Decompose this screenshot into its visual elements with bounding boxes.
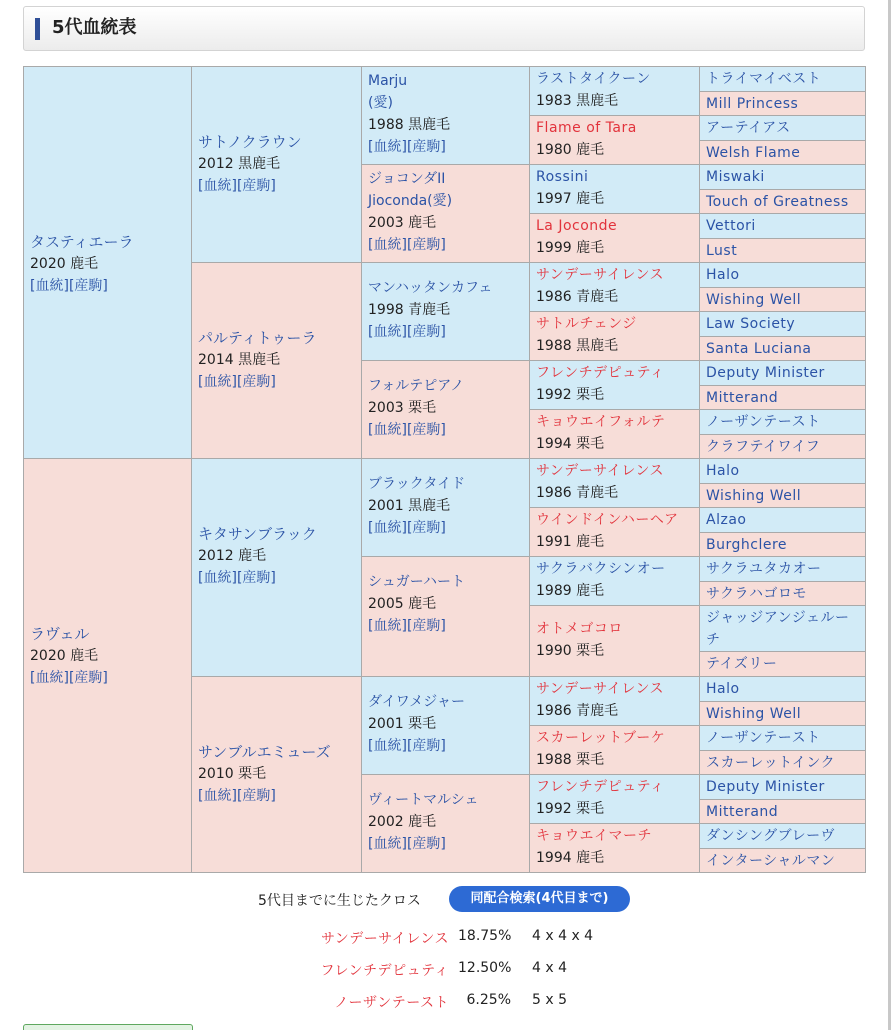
pedigree-cell-gen5 <box>700 190 866 214</box>
horse-name-link[interactable]: Deputy Minister <box>706 779 825 795</box>
pedigree-cell-gen5 <box>700 677 866 702</box>
horse-name-link[interactable]: Rossini <box>536 169 589 185</box>
horse-name-link[interactable]: クラフテイワイフ <box>706 439 821 455</box>
horse-name-link[interactable]: Wishing Well <box>706 706 802 722</box>
pedigree-cell-gen5 <box>700 312 866 337</box>
horse-links <box>198 785 357 807</box>
cross-percentage: 18.75% <box>458 928 512 944</box>
pedigree-cell-gen5 <box>700 533 866 557</box>
horse-name-link[interactable]: ラストタイクーン <box>536 71 651 87</box>
horse-links <box>30 667 187 689</box>
pedigree-cell-gen5 <box>700 67 866 92</box>
horse-info: 2012 鹿毛 <box>198 548 267 564</box>
pedigree-link[interactable]: [血統] <box>368 836 407 852</box>
pedigree-cell-gen5 <box>700 288 866 312</box>
pedigree-link[interactable]: [血統] <box>368 139 407 155</box>
horse-info: 1994 栗毛 <box>536 436 605 452</box>
pedigree-cell-gen5 <box>700 337 866 361</box>
horse-name-link[interactable]: サトルチェンジ <box>536 316 637 332</box>
horse-name-link[interactable]: キョウエイマーチ <box>536 828 652 844</box>
section-header <box>23 6 865 51</box>
pedigree-cell-gen5 <box>700 582 866 606</box>
horse-info: 1990 栗毛 <box>536 643 605 659</box>
horse-info: 1992 栗毛 <box>536 801 605 817</box>
pedigree-cell-gen5 <box>700 652 866 677</box>
horse-info: 1983 黒鹿毛 <box>536 93 619 109</box>
offspring-link[interactable]: [産駒] <box>406 139 446 155</box>
pedigree-cell-gen5 <box>700 165 866 190</box>
horse-name-link[interactable]: ウインドインハーヘア <box>536 512 679 528</box>
horse-links <box>30 275 187 297</box>
pedigree-table <box>23 66 866 873</box>
pedigree-cell-gen5 <box>700 459 866 484</box>
horse-info: 2003 栗毛 <box>368 400 437 416</box>
pedigree-link[interactable]: [血統] <box>368 324 407 340</box>
horse-name-link[interactable]: フレンチデピュティ <box>536 779 665 795</box>
horse-name-link[interactable]: サクラバクシンオー <box>536 561 666 577</box>
pedigree-cell-gen3 <box>362 459 530 557</box>
horse-info: 2001 黒鹿毛 <box>368 498 451 514</box>
horse-name-link[interactable]: タスティエーラ <box>30 233 134 251</box>
pedigree-link[interactable]: [血統] <box>368 618 407 634</box>
horse-name-link[interactable]: キョウエイフォルテ <box>536 414 666 430</box>
horse-info: 1989 鹿毛 <box>536 583 605 599</box>
cross-row <box>0 928 891 950</box>
offspring-link[interactable]: [産駒] <box>68 670 108 686</box>
pedigree-cell-gen4 <box>530 824 700 873</box>
horse-name-link[interactable]: サンデーサイレンス <box>536 463 665 479</box>
horse-info: 2002 鹿毛 <box>368 814 437 830</box>
horse-info: 2001 栗毛 <box>368 716 437 732</box>
pedigree-cell-gen5 <box>700 726 866 751</box>
horse-name-link[interactable]: ヴィートマルシェ <box>368 792 479 808</box>
pedigree-link[interactable]: [血統] <box>30 670 69 686</box>
cross-horse-link[interactable]: ノーザンテースト <box>334 995 449 1011</box>
horse-name-link[interactable]: Mill Princess <box>706 96 799 112</box>
header-accent-bar <box>35 18 40 40</box>
offspring-link[interactable]: [産駒] <box>406 836 446 852</box>
horse-name-link[interactable]: サクラユタカオー <box>706 561 822 577</box>
horse-name-link[interactable]: Marju <box>368 73 408 89</box>
horse-name-link[interactable]: スカーレットブーケ <box>536 730 666 746</box>
horse-name-link[interactable]: Wishing Well <box>706 292 802 308</box>
horse-info: 1986 青鹿毛 <box>536 485 619 501</box>
pedigree-cell-gen4 <box>530 312 700 361</box>
pedigree-cell-gen5 <box>700 386 866 410</box>
horse-name-link[interactable]: オトメゴコロ <box>536 621 623 637</box>
pedigree-cell-gen5 <box>700 751 866 775</box>
horse-name-link[interactable]: ノーザンテースト <box>706 414 821 430</box>
pedigree-cell-gen4 <box>530 361 700 410</box>
pedigree-cell-gen2 <box>192 459 362 677</box>
cross-pattern: 4 x 4 x 4 <box>532 928 594 944</box>
pedigree-cell-gen5 <box>700 775 866 800</box>
pedigree-link[interactable]: [血統] <box>368 738 407 754</box>
offspring-link[interactable]: [産駒] <box>406 324 446 340</box>
pedigree-cell-gen2 <box>192 67 362 263</box>
offspring-link[interactable]: [産駒] <box>406 520 446 536</box>
pedigree-cell-gen5 <box>700 239 866 263</box>
offspring-link[interactable]: [産駒] <box>236 178 276 194</box>
horse-info: 1991 鹿毛 <box>536 534 605 550</box>
horse-name-link[interactable]: Santa Luciana <box>706 341 812 357</box>
horse-links <box>368 234 525 256</box>
horse-info: 1986 青鹿毛 <box>536 703 619 719</box>
horse-info: 2020 鹿毛 <box>30 256 99 272</box>
section-title: 5代血統表 <box>52 17 137 38</box>
horse-name-link[interactable]: テイズリー <box>706 656 778 672</box>
pedigree-cell-gen5 <box>700 557 866 582</box>
pedigree-cell-gen5 <box>700 824 866 849</box>
horse-name-link[interactable]: Mitterand <box>706 390 779 406</box>
pedigree-link[interactable]: [血統] <box>198 788 237 804</box>
horse-name-link[interactable]: Halo <box>706 463 740 479</box>
pedigree-cell-gen5 <box>700 702 866 726</box>
pedigree-cell-gen4 <box>530 116 700 165</box>
horse-name-link[interactable]: ラヴェル <box>30 625 90 643</box>
pedigree-cell-gen4 <box>530 165 700 214</box>
pedigree-cell-gen5 <box>700 92 866 116</box>
pedigree-cell-gen5 <box>700 484 866 508</box>
horse-name-link[interactable]: サンブルエミューズ <box>198 743 331 761</box>
pedigree-cell-gen4 <box>530 459 700 508</box>
horse-name-link[interactable]: Vettori <box>706 218 756 234</box>
cross-horse-link[interactable]: サンデーサイレンス <box>320 931 449 947</box>
horse-name-link[interactable]: サトノクラウン <box>198 133 302 151</box>
pedigree-cell-gen3 <box>362 165 530 263</box>
offspring-link[interactable]: [産駒] <box>68 278 108 294</box>
horse-links <box>368 735 525 757</box>
offspring-link[interactable]: [産駒] <box>406 618 446 634</box>
horse-name-link[interactable]: ジョコンダII <box>368 171 446 187</box>
pedigree-link[interactable]: [血統] <box>368 422 407 438</box>
horse-name-link[interactable]: キタサンブラック <box>198 525 317 543</box>
pedigree-cell-gen4 <box>530 726 700 775</box>
horse-name-link[interactable]: Welsh Flame <box>706 145 801 161</box>
horse-name-link[interactable]: ブラックタイド <box>368 476 466 492</box>
offspring-link[interactable]: [産駒] <box>236 374 276 390</box>
pedigree-cell-gen5 <box>700 606 866 652</box>
horse-name-link[interactable]: ダイワメジャー <box>368 694 466 710</box>
horse-name-link[interactable]: アーテイアス <box>706 120 791 136</box>
pedigree-cell-gen4 <box>530 557 700 606</box>
horse-name-link[interactable]: Flame of Tara <box>536 120 637 136</box>
horse-name-link[interactable]: La Joconde <box>536 218 618 234</box>
pedigree-cell-gen5 <box>700 800 866 824</box>
cross-percentage: 12.50% <box>458 960 512 976</box>
horse-name-link[interactable]: Halo <box>706 681 740 697</box>
offspring-link[interactable]: [産駒] <box>406 422 446 438</box>
horse-name-link[interactable]: インターシャルマン <box>706 853 836 869</box>
pedigree-cell-gen3 <box>362 557 530 677</box>
pedigree-link[interactable]: [血統] <box>198 570 237 586</box>
pedigree-cell-gen2 <box>192 677 362 873</box>
pedigree-cell-gen5 <box>700 508 866 533</box>
horse-name-link[interactable]: Mitterand <box>706 804 779 820</box>
horse-links <box>368 833 525 855</box>
horse-info: 1988 栗毛 <box>536 752 605 768</box>
horse-name-link[interactable]: ジャッジアンジェルーチ <box>706 610 850 648</box>
horse-info: 1994 鹿毛 <box>536 850 605 866</box>
pedigree-cell-gen5 <box>700 849 866 873</box>
horse-info: 1986 青鹿毛 <box>536 289 619 305</box>
horse-name-link[interactable]: Halo <box>706 267 740 283</box>
horse-info: 1998 青鹿毛 <box>368 302 451 318</box>
horse-info: 2010 栗毛 <box>198 766 267 782</box>
horse-name-link[interactable]: トライマイベスト <box>706 71 822 87</box>
pedigree-row <box>24 459 866 484</box>
pedigree-cell-gen3 <box>362 263 530 361</box>
pedigree-link[interactable]: [血統] <box>198 178 237 194</box>
horse-info: 2020 鹿毛 <box>30 648 99 664</box>
horse-name-link[interactable]: パルティトゥーラ <box>198 329 317 347</box>
same-mating-search-button[interactable]: 同配合検索(4代目まで) <box>449 886 630 912</box>
horse-name-link[interactable]: Wishing Well <box>706 488 802 504</box>
pedigree-cell-gen4 <box>530 214 700 263</box>
pedigree-cell-gen5 <box>700 410 866 435</box>
cross-percentage: 6.25% <box>466 992 511 1008</box>
horse-name-link[interactable]: フォルテピアノ <box>368 378 465 394</box>
pedigree-cell-gen5 <box>700 263 866 288</box>
pedigree-cell-gen5 <box>700 141 866 165</box>
pedigree-cell-gen1 <box>24 67 192 459</box>
pedigree-cell-gen3 <box>362 361 530 459</box>
pedigree-cell-gen4 <box>530 67 700 116</box>
horse-links <box>198 567 357 589</box>
horse-info: 1999 鹿毛 <box>536 240 605 256</box>
horse-info: 2014 黒鹿毛 <box>198 352 281 368</box>
horse-name-link[interactable]: Touch of Greatness <box>706 194 849 210</box>
cross-pattern: 5 x 5 <box>532 992 567 1008</box>
horse-links <box>368 615 525 637</box>
horse-name-origin-link[interactable]: (愛) <box>368 95 393 111</box>
pedigree-cell-gen4 <box>530 677 700 726</box>
horse-name-link[interactable]: Law Society <box>706 316 796 332</box>
pedigree-cell-gen4 <box>530 263 700 312</box>
pedigree-cell-gen4 <box>530 410 700 459</box>
horse-info: 2012 黒鹿毛 <box>198 156 281 172</box>
horse-name-link[interactable]: Deputy Minister <box>706 365 825 381</box>
horse-info: 1997 鹿毛 <box>536 191 605 207</box>
pedigree-cell-gen2 <box>192 263 362 459</box>
offspring-link[interactable]: [産駒] <box>406 738 446 754</box>
horse-name-link[interactable]: サクラハゴロモ <box>706 586 807 602</box>
horse-name-link[interactable]: フレンチデピュティ <box>536 365 665 381</box>
horse-links <box>368 419 525 441</box>
horse-name-link[interactable]: ノーザンテースト <box>706 730 821 746</box>
horse-name-link[interactable]: Alzao <box>706 512 747 528</box>
cross-pattern: 4 x 4 <box>532 960 567 976</box>
pedigree-cell-gen3 <box>362 67 530 165</box>
horse-info: 1980 鹿毛 <box>536 142 605 158</box>
pedigree-link[interactable]: [血統] <box>368 520 407 536</box>
pedigree-link[interactable]: [血統] <box>30 278 69 294</box>
pedigree-link[interactable]: [血統] <box>368 237 407 253</box>
pedigree-row <box>24 67 866 92</box>
horse-name-link[interactable]: ダンシングブレーヴ <box>706 828 836 844</box>
pedigree-cell-gen3 <box>362 775 530 873</box>
horse-name-link[interactable]: Lust <box>706 243 738 259</box>
cross-label: 5代目までに生じたクロス <box>258 893 421 909</box>
horse-name-link[interactable]: マンハッタンカフェ <box>368 280 493 296</box>
pedigree-cell-gen5 <box>700 214 866 239</box>
horse-name-link[interactable]: シュガーハート <box>368 574 466 590</box>
offspring-link[interactable]: [産駒] <box>406 237 446 253</box>
horse-info: 2003 鹿毛 <box>368 215 437 231</box>
horse-info: 1988 黒鹿毛 <box>368 117 451 133</box>
horse-links <box>368 321 525 343</box>
horse-info: 2005 鹿毛 <box>368 596 437 612</box>
horse-name-link[interactable]: サンデーサイレンス <box>536 267 665 283</box>
pedigree-cell-gen3 <box>362 677 530 775</box>
horse-links <box>368 517 525 539</box>
horse-name-origin-link[interactable]: Jioconda(愛) <box>368 193 453 209</box>
cross-header <box>0 885 891 915</box>
horse-links <box>198 175 357 197</box>
horse-links <box>368 136 525 158</box>
pedigree-cell-gen4 <box>530 508 700 557</box>
horse-links <box>198 371 357 393</box>
horse-name-link[interactable]: Miswaki <box>706 169 765 185</box>
horse-info: 1992 栗毛 <box>536 387 605 403</box>
pedigree-cell-gen1 <box>24 459 192 873</box>
pedigree-link[interactable]: [血統] <box>198 374 237 390</box>
offspring-link[interactable]: [産駒] <box>236 570 276 586</box>
pedigree-cell-gen4 <box>530 775 700 824</box>
pedigree-cell-gen5 <box>700 361 866 386</box>
horse-name-link[interactable]: Burghclere <box>706 537 788 553</box>
horse-info: 1988 黒鹿毛 <box>536 338 619 354</box>
bottom-green-button[interactable] <box>23 1024 193 1030</box>
pedigree-cell-gen5 <box>700 435 866 459</box>
cross-horse-link[interactable]: フレンチデピュティ <box>320 963 449 979</box>
cross-row <box>0 992 891 1014</box>
horse-name-link[interactable]: サンデーサイレンス <box>536 681 665 697</box>
cross-row <box>0 960 891 982</box>
pedigree-cell-gen5 <box>700 116 866 141</box>
horse-name-link[interactable]: スカーレットインク <box>706 755 836 771</box>
offspring-link[interactable]: [産駒] <box>236 788 276 804</box>
pedigree-cell-gen4 <box>530 606 700 677</box>
